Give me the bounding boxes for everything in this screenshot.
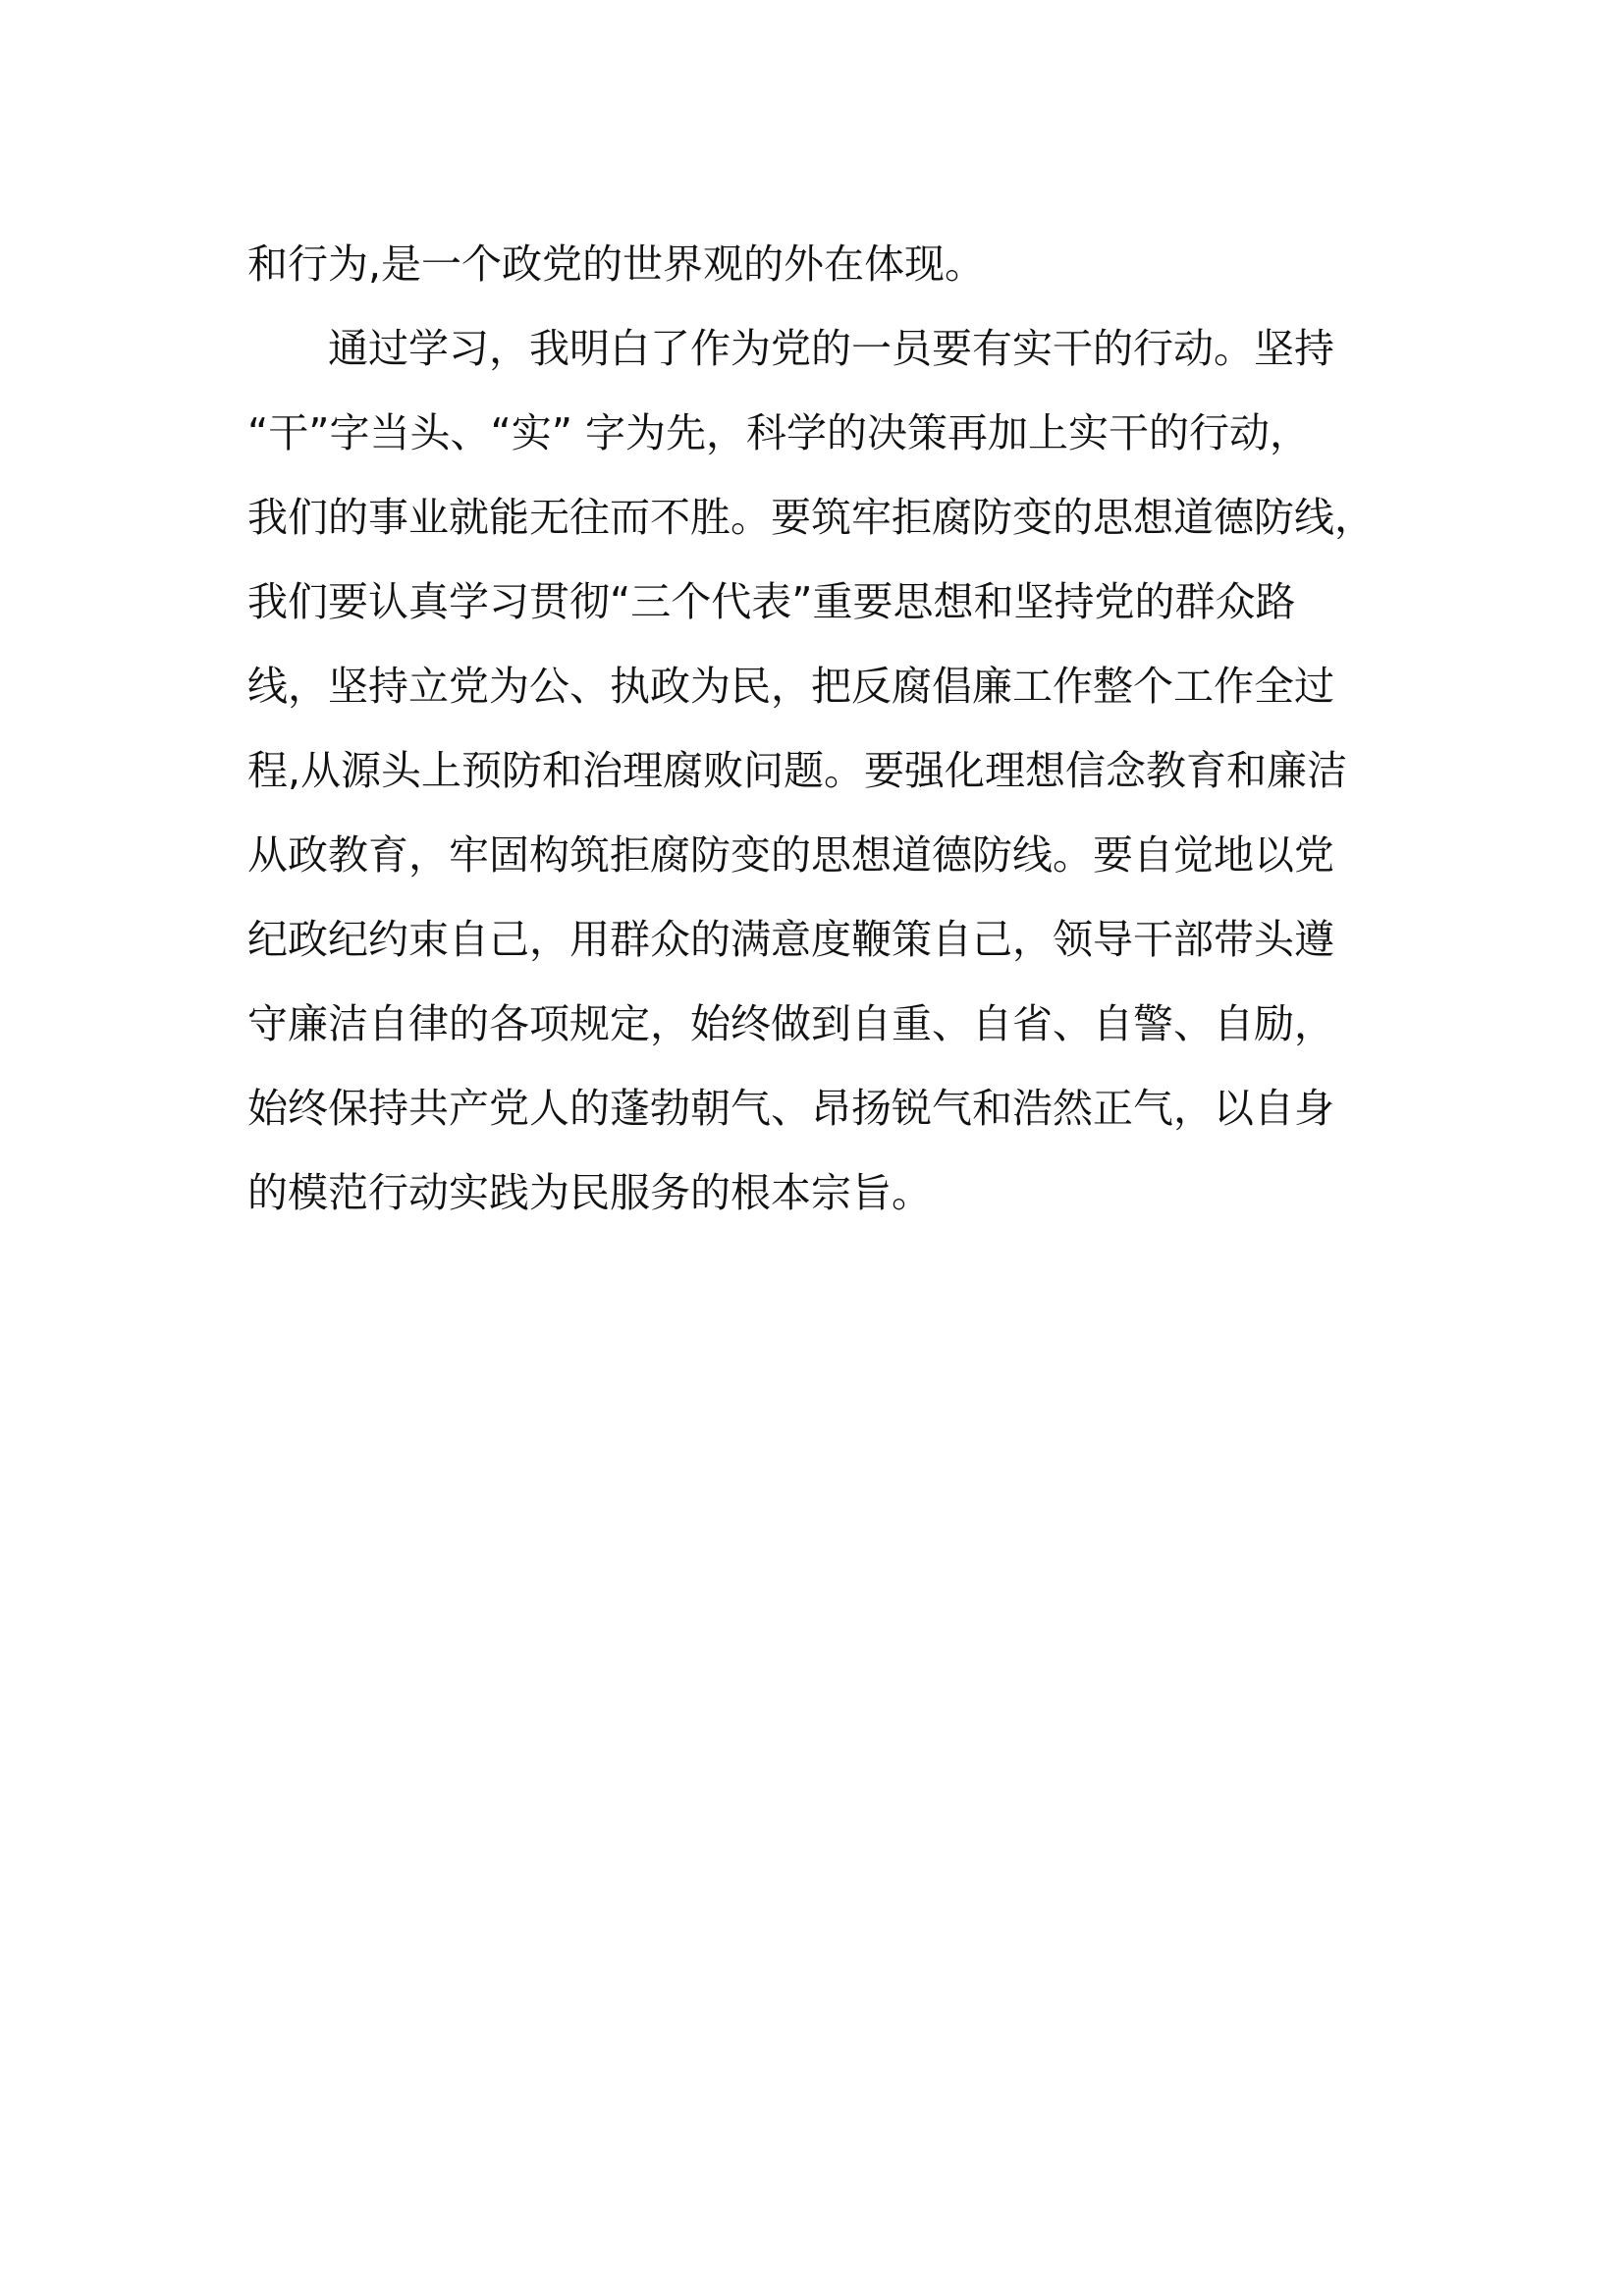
text-line: 纪政纪约束自己，用群众的满意度鞭策自己，领导干部带头遵	[247, 916, 1334, 963]
text-line: 守廉洁自律的各项规定，始终做到自重、自省、自警、自励，	[247, 1000, 1334, 1047]
text-line: 我们的事业就能无往而不胜。要筑牢拒腐防变的思想道德防线，	[247, 494, 1375, 541]
text-line: 的模范行动实践为民服务的根本宗旨。	[247, 1169, 932, 1216]
text-line: 通过学习，我明白了作为党的一员要有实干的行动。坚持	[247, 325, 1334, 372]
text-line: 线，坚持立党为公、执政为民，把反腐倡廉工作整个工作全过	[247, 663, 1334, 710]
text-line: 程,从源头上预防和治理腐败问题。要强化理想信念教育和廉洁	[247, 747, 1348, 794]
text-line: 从政教育，牢固构筑拒腐防变的思想道德防线。要自觉地以党	[247, 831, 1334, 879]
text-line: 和行为,是一个政党的世界观的外在体现。	[247, 240, 986, 288]
text-line: 我们要认真学习贯彻“三个代表”重要思想和坚持党的群众路	[247, 578, 1296, 625]
text-line: 始终保持共产党人的蓬勃朝气、昂扬锐气和浩然正气，以自身	[247, 1085, 1334, 1132]
body-text	[247, 222, 1406, 1235]
text-line: “干”字当头、“实” 字为先，科学的决策再加上实干的行动，	[247, 409, 1310, 456]
